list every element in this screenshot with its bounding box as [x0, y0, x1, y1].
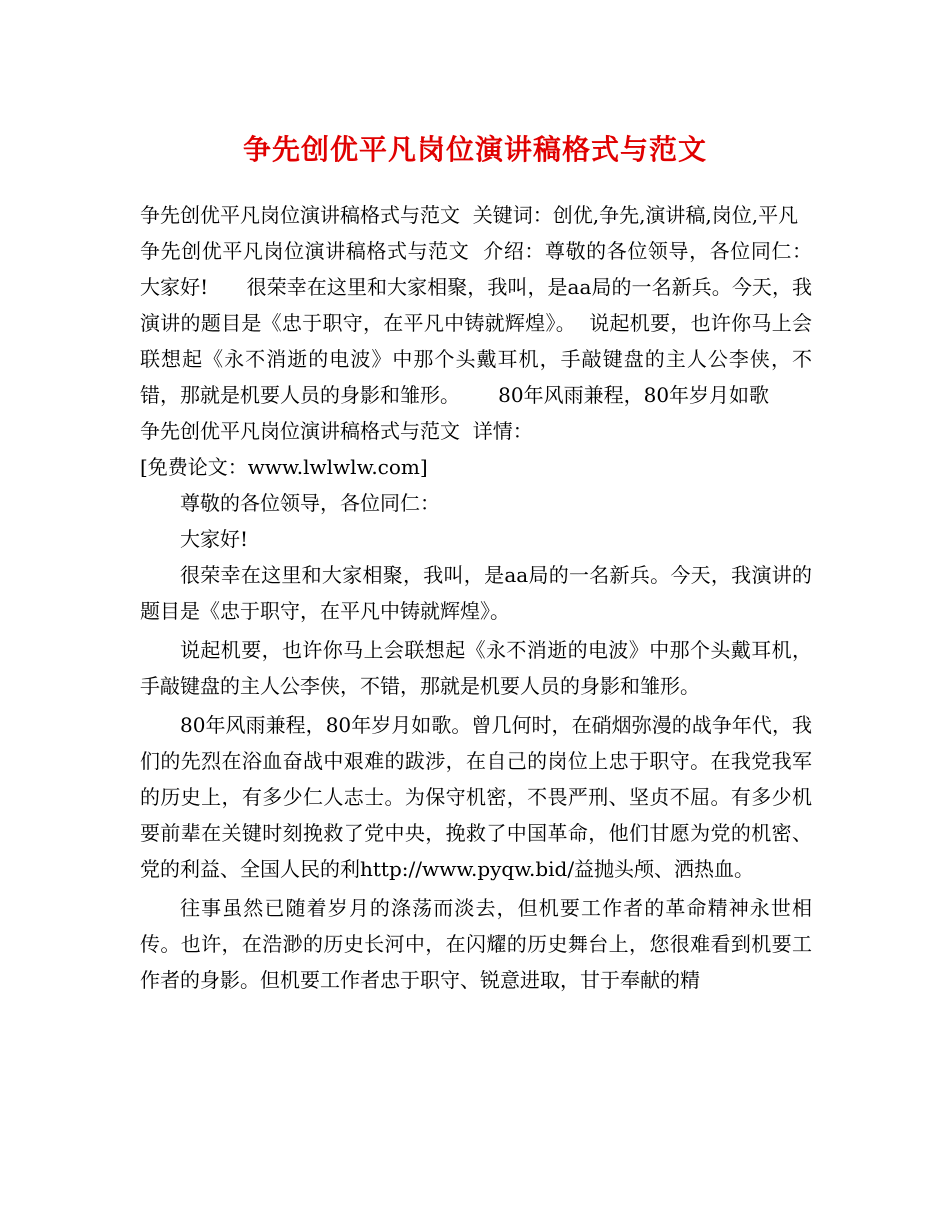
paragraph-intro: 很荣幸在这里和大家相聚，我叫，是aa局的一名新兵。今天，我演讲的题目是《忠于职守，在平凡中铸就辉煌》。	[140, 563, 812, 623]
paragraph-role: 说起机要，也许你马上会联想起《永不消逝的电波》中那个头戴耳机，手敲键盘的主人公李侠，不错，那就是机要人员的身影和雏形。	[140, 638, 812, 698]
keywords-line: 争先创优平凡岗位演讲稿格式与范文 关键词：创优,争先,演讲稿,岗位,平凡	[140, 203, 799, 227]
source-line: [免费论文：www.lwlwlw.com]	[140, 455, 428, 479]
paragraph-spirit: 往事虽然已随着岁月的涤荡而淡去，但机要工作者的革命精神永世相传。也许，在浩渺的历史长河中，在闪耀的历史舞台上，您很难看到机要工作者的身影。但机要工作者忠于职守、锐意进取，甘于奉献的精	[140, 896, 812, 992]
paragraph-hello: 大家好!	[180, 527, 249, 551]
paragraph-greeting: 尊敬的各位领导，各位同仁：	[180, 491, 440, 515]
details-line: 争先创优平凡岗位演讲稿格式与范文 详情：	[140, 419, 533, 443]
document-body	[140, 197, 851, 998]
page-title: 争先创优平凡岗位演讲稿格式与范文	[242, 133, 707, 166]
paragraph-history: 80年风雨兼程，80年岁月如歌。曾几何时，在硝烟弥漫的战争年代，我们的先烈在浴血奋战中艰难的跋涉，在自己的岗位上忠于职守。在我党我军的历史上，有多少仁人志士。为保守机密，不畏严刑、坚贞不屈。有多少机要前辈在关键时刻挽救了党中央，挽救了中国革命，他们甘愿为党的机密、党的利益、全国人民的利http://www.pyqw.bid/益抛头颅、洒热血。	[140, 713, 812, 881]
intro-line: 争先创优平凡岗位演讲稿格式与范文 介绍：尊敬的各位领导，各位同仁： 大家好! 很荣幸在这里和大家相聚，我叫，是aa局的一名新兵。今天，我演讲的题目是《忠于职守，在平凡中铸就辉煌》。 说起机要，也许你马上会联想起《永不消逝的电波》中那个头戴耳机，手敲键盘的主人公李侠，不错，那就是机要人员的身影和雏形。 80年风雨兼程，80年岁月如歌	[140, 239, 851, 407]
